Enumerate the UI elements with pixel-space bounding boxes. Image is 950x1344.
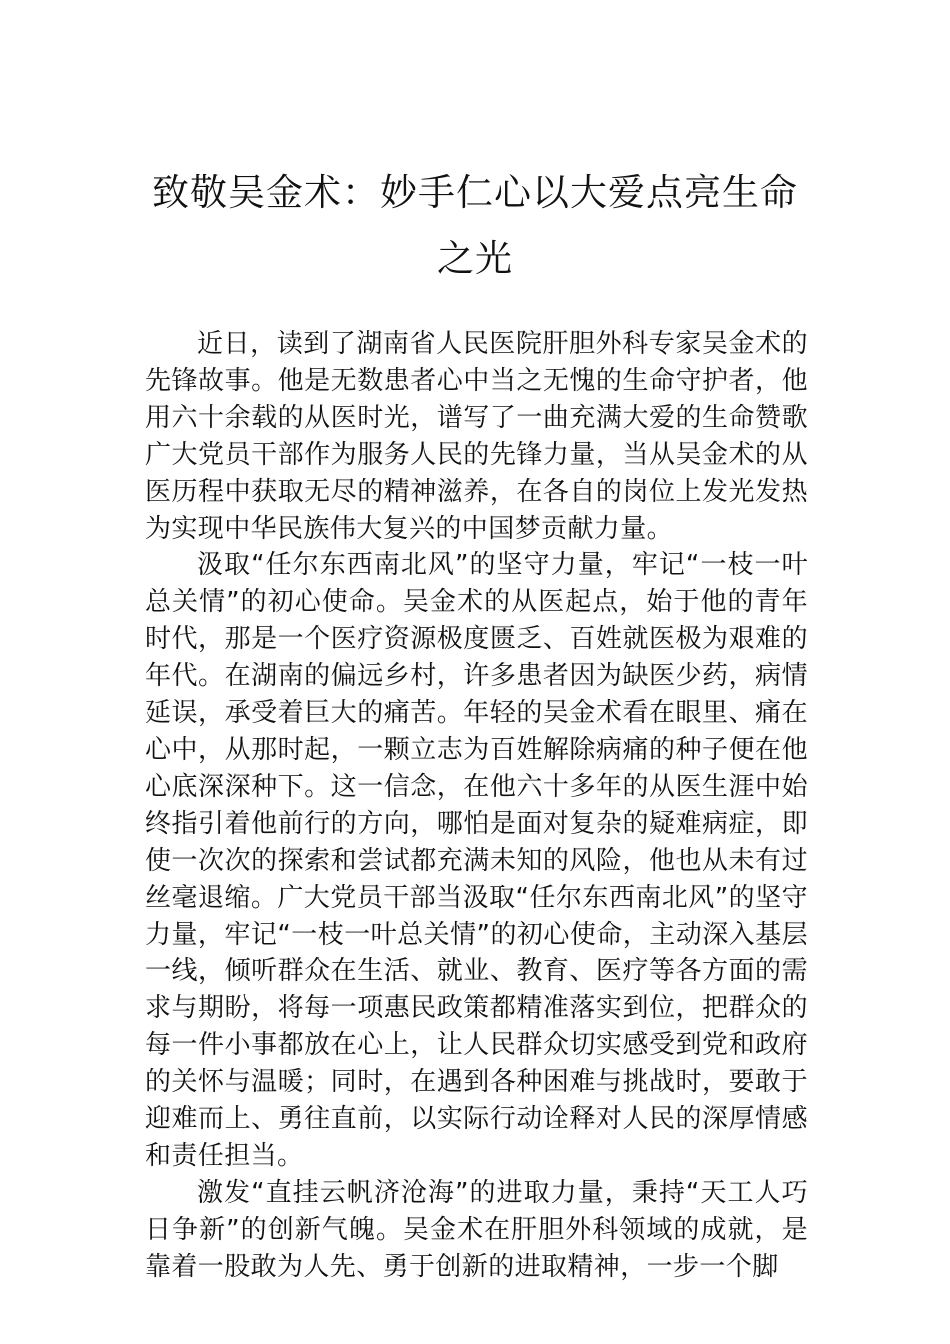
paragraph-intro: 近日，读到了湖南省人民医院肝胆外科专家吴金术的先锋故事。他是无数患者心中当之无愧的生命守护者，他用六十余载的从医时光，谱写了一曲充满大爱的生命赞歌广大党员干部作为服务人民的先锋力量，当从吴金术的从医历程中获取无尽的精神滋养，在各自的岗位上发光发热为实现中华民族伟大复兴的中国梦贡献力量。: [145, 329, 808, 544]
document-title: 致敬吴金术：妙手仁心以大爱点亮生命之光: [152, 171, 798, 280]
document-body: [145, 326, 808, 1286]
paragraph-persistence: 汲取“任尔东西南北风”的坚守力量，牢记“一枝一叶总关情”的初心使命。吴金术的从医起点，始于他的青年时代，那是一个医疗资源极度匮乏、百姓就医极为艰难的年代。在湖南的偏远乡村，许多患者因为缺医少药，病情延误，承受着巨大的痛苦。年轻的吴金术看在眼里、痛在心中，从那时起，一颗立志为百姓解除病痛的种子便在他心底深深种下。这一信念，在他六十多年的从医生涯中始终指引着他前行的方向，哪怕是面对复杂的疑难病症，即使一次次的探索和尝试都充满未知的风险，他也从未有过丝毫退缩。广大党员干部当汲取“任尔东西南北风”的坚守力量，牢记“一枝一叶总关情”的初心使命，主动深入基层一线，倾听群众在生活、就业、教育、医疗等各方面的需求与期盼，将每一项惠民政策都精准落实到位，把群众的每一件小事都放在心上，让人民群众切实感受到党和政府的关怀与温暖；同时，在遇到各种困难与挑战时，要敢于迎难而上、勇往直前，以实际行动诠释对人民的深厚情感和责任担当。: [145, 550, 808, 1171]
paragraph-innovation: 激发“直挂云帆济沧海”的进取力量，秉持“天工人巧日争新”的创新气魄。吴金术在肝胆外科领域的成就，是靠着一股敢为人先、勇于创新的进取精神，一步一个脚: [145, 1177, 808, 1282]
